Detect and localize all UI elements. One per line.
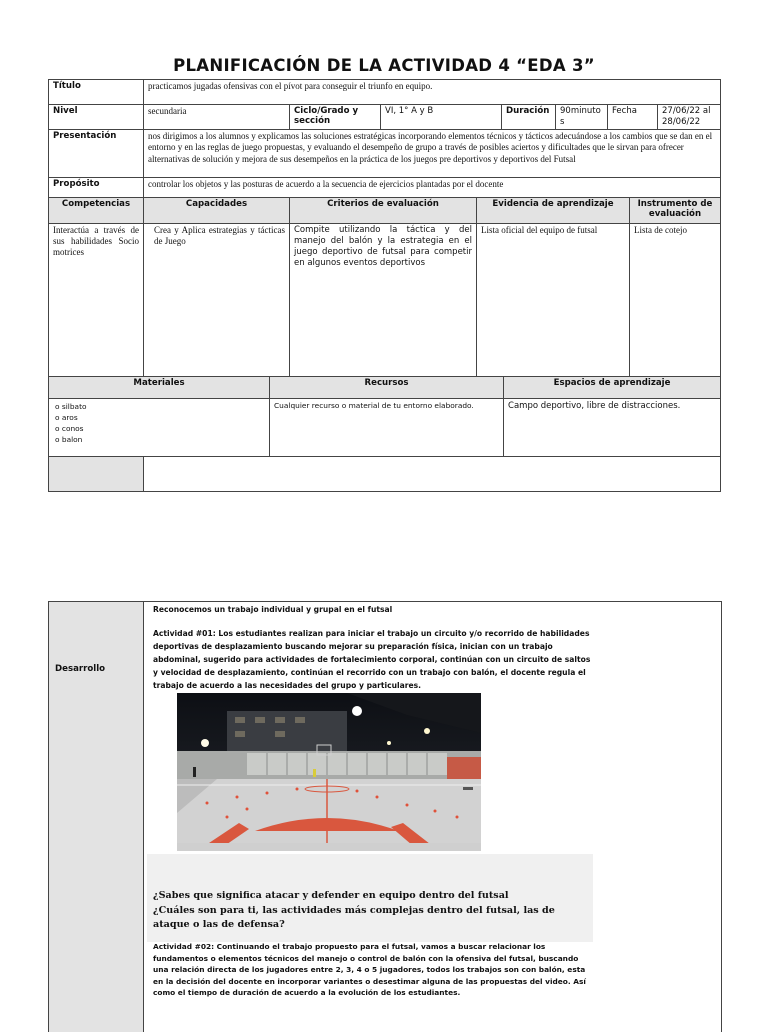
actividad-1-text: Actividad #01: Los estudiantes realizan para iniciar el trabajo un circuito y/o recorrido de habilidades deportivas de desplazamiento buscando mejorar su preparación física, inician con un trabajo abdominal, sugerido para actividades de fortalecimiento corporal, continúan con un circuito de saltos y velocidad de desplazamiento, continúan el recorrido con un trabajo con balón, el docente regula el trabajo de acuerdo a las necesidades del grupo y particulares. — [153, 629, 591, 690]
list-item: o balon — [55, 435, 83, 444]
duracion-value: 90minutos — [556, 105, 608, 130]
nivel-value: secundaria — [144, 105, 290, 130]
criterio-value: Compite utilizando la táctica y del manejo del balón y la estrategia en el juego deportivo de futsal para competir en algunos eventos deportivos — [290, 224, 477, 377]
fecha-value: 27/06/22 al 28/06/22 — [658, 105, 721, 130]
titulo-label: Título — [49, 80, 144, 105]
empty-value-cell — [144, 457, 721, 492]
competencias-table — [48, 197, 721, 377]
header-espacios: Espacios de aprendizaje — [504, 377, 721, 399]
empty-label-cell — [49, 457, 144, 492]
desarrollo-label-cell — [49, 602, 144, 1032]
header-capacidades: Capacidades — [144, 198, 290, 224]
header-materiales: Materiales — [49, 377, 270, 399]
capacidad-value: Crea y Aplica estrategias y tácticas de Juego — [144, 224, 290, 377]
presentacion-label: Presentación — [49, 130, 144, 178]
fecha-label: Fecha — [608, 105, 658, 130]
desarrollo-heading: Reconocemos un trabajo individual y grupal en el futsal — [153, 605, 393, 614]
ciclo-label: Ciclo/Grado y sección — [290, 105, 381, 130]
header-competencias: Competencias — [49, 198, 144, 224]
proposito-value: controlar los objetos y las posturas de acuerdo a la secuencia de ejercicios plantadas por el docente — [144, 178, 721, 198]
recursos-table — [48, 376, 721, 492]
list-item: o aros — [55, 413, 78, 422]
actividad-2-text: Actividad #02: Continuando el trabajo propuesto para el futsal, vamos a buscar relacionar los fundamentos o elementos técnicos del manejo o control de balón con la ofensiva del futsal, buscando una relación directa de los jugadores entre 2, 3, 4 o 5 jugadores, todos los trabajos son con balón, esta en la decisión del docente en incorporar variantes o desestimar alguna de las propuestas del video. Así como el tiempo de duración de acuerdo a la evolución de los estudiantes. — [153, 942, 586, 997]
ciclo-value: VI, 1° A y B — [381, 105, 502, 130]
header-criterios: Criterios de evaluación — [290, 198, 477, 224]
titulo-value: practicamos jugadas ofensivas con el pívot para conseguir el triunfo en equipo. — [144, 80, 721, 105]
duracion-label: Duración — [502, 105, 556, 130]
evidencia-value: Lista oficial del equipo de futsal — [477, 224, 630, 377]
header-evidencia: Evidencia de aprendizaje — [477, 198, 630, 224]
espacios-value: Campo deportivo, libre de distracciones. — [504, 399, 721, 457]
nivel-label: Nivel — [49, 105, 144, 130]
desarrollo-section — [48, 601, 722, 1032]
pregunta-2: ¿Cuáles son para ti, las actividades más complejas dentro del futsal, las de ataque o las de defensa? — [153, 905, 555, 930]
instrumento-value: Lista de cotejo — [630, 224, 721, 377]
presentacion-value: nos dirigimos a los alumnos y explicamos las soluciones estratégicas incorporando elementos técnicos y tácticos adecuándose a los cambios que se dan en el entorno y en las reglas de juego propuestas, y evaluando el desempeño de grupo a través de posibles aciertos y dificultades que le sirvan para ofrecer alternativas de solución y mejora de sus desempeños en la práctica de los juegos pre deportivos y deportivos del Futsal — [144, 130, 721, 178]
list-item: o silbato — [55, 402, 87, 411]
futsal-court-photo — [177, 693, 481, 851]
list-item: o conos — [55, 424, 84, 433]
competencia-value: Interactúa a través de sus habilidades Socio motrices — [49, 224, 144, 377]
desarrollo-label: Desarrollo — [55, 664, 106, 674]
info-table — [48, 79, 721, 198]
materiales-list — [49, 399, 270, 457]
header-instrumento: Instrumento de evaluación — [630, 198, 721, 224]
page-title: PLANIFICACIÓN DE LA ACTIVIDAD 4 “EDA 3” — [173, 56, 595, 75]
header-recursos: Recursos — [270, 377, 504, 399]
recursos-value: Cualquier recurso o material de tu entorno elaborado. — [270, 399, 504, 457]
pregunta-1: ¿Sabes que significa atacar y defender en equipo dentro del futsal — [153, 890, 509, 901]
proposito-label: Propósito — [49, 178, 144, 198]
